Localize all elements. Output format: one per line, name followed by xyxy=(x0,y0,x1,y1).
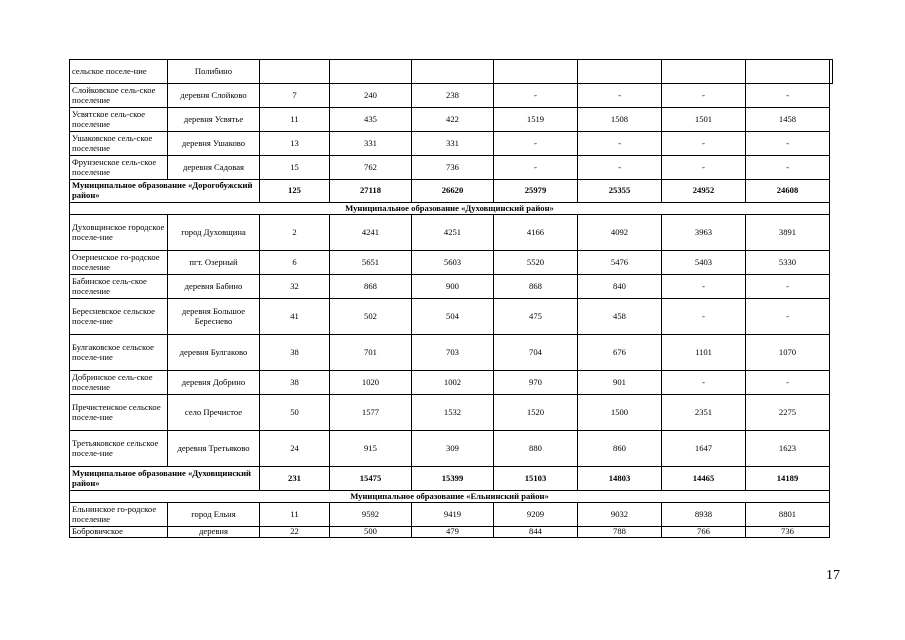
settlement-name-cell: Бересневское сельское поселе-ние xyxy=(70,299,168,335)
value-cell xyxy=(494,60,578,84)
value-cell: 8938 xyxy=(662,503,746,527)
value-cell xyxy=(746,60,830,84)
number-cell: 38 xyxy=(260,371,330,395)
total-number-cell: 231 xyxy=(260,467,330,491)
value-cell: 240 xyxy=(330,84,412,108)
admin-center-cell: деревня Слойково xyxy=(168,84,260,108)
value-cell: 1501 xyxy=(662,108,746,132)
value-cell: 901 xyxy=(578,371,662,395)
admin-center-cell: город Ельня xyxy=(168,503,260,527)
value-cell: 309 xyxy=(412,431,494,467)
value-cell: - xyxy=(746,132,830,156)
settlement-name-cell: Добринское сель-ское поселение xyxy=(70,371,168,395)
table-row xyxy=(70,84,833,108)
section-header-cell: Муниципальное образование «Ельнинский район» xyxy=(70,491,830,503)
admin-center-cell: деревня Усвятье xyxy=(168,108,260,132)
table-row xyxy=(70,527,833,538)
settlement-name-cell: Слойковское сель-ское поселение xyxy=(70,84,168,108)
number-cell: 11 xyxy=(260,503,330,527)
page-number: 17 xyxy=(826,568,840,583)
table-row xyxy=(70,108,833,132)
value-cell xyxy=(330,60,412,84)
settlement-name-cell: Пречистенское сельское поселе-ние xyxy=(70,395,168,431)
number-cell: 15 xyxy=(260,156,330,180)
value-cell: 701 xyxy=(330,335,412,371)
value-cell: 8801 xyxy=(746,503,830,527)
number-cell: 7 xyxy=(260,84,330,108)
admin-center-cell: деревня Добрино xyxy=(168,371,260,395)
number-cell xyxy=(260,60,330,84)
value-cell: 500 xyxy=(330,527,412,538)
settlement-name-cell: Усвятское сель-ское поселение xyxy=(70,108,168,132)
value-cell: 435 xyxy=(330,108,412,132)
settlement-name-cell: Бабинское сель-ское поселение xyxy=(70,275,168,299)
section-header-cell: Муниципальное образование «Духовщинский район» xyxy=(70,203,830,215)
value-cell: 479 xyxy=(412,527,494,538)
value-cell: - xyxy=(578,132,662,156)
admin-center-cell: город Духовщина xyxy=(168,215,260,251)
value-cell: 900 xyxy=(412,275,494,299)
table-row xyxy=(70,503,833,527)
value-cell: 1520 xyxy=(494,395,578,431)
value-cell: - xyxy=(662,299,746,335)
table-row xyxy=(70,275,833,299)
value-cell: 458 xyxy=(578,299,662,335)
population-table xyxy=(69,59,833,538)
settlement-name-cell: сельское поселе-ние xyxy=(70,60,168,84)
total-value-cell: 24608 xyxy=(746,180,830,203)
number-cell: 24 xyxy=(260,431,330,467)
value-cell: 238 xyxy=(412,84,494,108)
total-number-cell: 125 xyxy=(260,180,330,203)
total-value-cell: 24952 xyxy=(662,180,746,203)
total-value-cell: 14803 xyxy=(578,467,662,491)
admin-center-cell: село Пречистое xyxy=(168,395,260,431)
table-row xyxy=(70,395,833,431)
value-cell: 766 xyxy=(662,527,746,538)
value-cell: 704 xyxy=(494,335,578,371)
value-cell: 1002 xyxy=(412,371,494,395)
value-cell: - xyxy=(494,156,578,180)
value-cell: 1101 xyxy=(662,335,746,371)
value-cell: 1647 xyxy=(662,431,746,467)
value-cell: 4241 xyxy=(330,215,412,251)
total-label-cell: Муниципальное образование «Духовщинский район» xyxy=(70,467,260,491)
table-row xyxy=(70,299,833,335)
value-cell: 9032 xyxy=(578,503,662,527)
value-cell: 1577 xyxy=(330,395,412,431)
value-cell: 970 xyxy=(494,371,578,395)
value-cell: 1070 xyxy=(746,335,830,371)
value-cell: - xyxy=(746,156,830,180)
number-cell: 6 xyxy=(260,251,330,275)
value-cell: 868 xyxy=(330,275,412,299)
value-cell: 5520 xyxy=(494,251,578,275)
total-value-cell: 26620 xyxy=(412,180,494,203)
section-header-row xyxy=(70,203,833,215)
admin-center-cell: деревня Ушаково xyxy=(168,132,260,156)
value-cell: 736 xyxy=(412,156,494,180)
total-value-cell: 15399 xyxy=(412,467,494,491)
value-cell: 502 xyxy=(330,299,412,335)
total-value-cell: 15475 xyxy=(330,467,412,491)
admin-center-cell: деревня xyxy=(168,527,260,538)
value-cell: 676 xyxy=(578,335,662,371)
value-cell: - xyxy=(746,84,830,108)
value-cell: 1532 xyxy=(412,395,494,431)
value-cell: - xyxy=(746,275,830,299)
value-cell: 331 xyxy=(330,132,412,156)
value-cell: - xyxy=(662,132,746,156)
value-cell: 5403 xyxy=(662,251,746,275)
table-row xyxy=(70,60,833,84)
value-cell xyxy=(830,60,833,84)
number-cell: 13 xyxy=(260,132,330,156)
settlement-name-cell: Третьяковское сельское поселе-ние xyxy=(70,431,168,467)
value-cell: 9419 xyxy=(412,503,494,527)
settlement-name-cell: Озерненское го-родское поселение xyxy=(70,251,168,275)
value-cell: 4092 xyxy=(578,215,662,251)
table-row xyxy=(70,251,833,275)
table-row xyxy=(70,215,833,251)
settlement-name-cell: Ельнинское го-родское поселение xyxy=(70,503,168,527)
value-cell: 915 xyxy=(330,431,412,467)
admin-center-cell: деревня Садовая xyxy=(168,156,260,180)
value-cell: - xyxy=(662,371,746,395)
settlement-name-cell: Бобровичское xyxy=(70,527,168,538)
value-cell: 9209 xyxy=(494,503,578,527)
admin-center-cell: деревня Булгаково xyxy=(168,335,260,371)
table-row xyxy=(70,156,833,180)
value-cell: - xyxy=(662,84,746,108)
value-cell: 1508 xyxy=(578,108,662,132)
value-cell: 1623 xyxy=(746,431,830,467)
value-cell: - xyxy=(662,275,746,299)
total-value-cell: 25355 xyxy=(578,180,662,203)
admin-center-cell: деревня Бабино xyxy=(168,275,260,299)
value-cell xyxy=(662,60,746,84)
number-cell: 41 xyxy=(260,299,330,335)
settlement-name-cell: Ушаковское сель-ское поселение xyxy=(70,132,168,156)
value-cell: 3963 xyxy=(662,215,746,251)
value-cell: 880 xyxy=(494,431,578,467)
value-cell: 422 xyxy=(412,108,494,132)
value-cell: - xyxy=(494,84,578,108)
value-cell: 762 xyxy=(330,156,412,180)
total-value-cell: 25979 xyxy=(494,180,578,203)
value-cell: 4166 xyxy=(494,215,578,251)
value-cell: 868 xyxy=(494,275,578,299)
value-cell: - xyxy=(746,299,830,335)
value-cell: 4251 xyxy=(412,215,494,251)
value-cell: 2275 xyxy=(746,395,830,431)
admin-center-cell: Полибино xyxy=(168,60,260,84)
settlement-name-cell: Булгаковское сельское поселе-ние xyxy=(70,335,168,371)
value-cell: 1519 xyxy=(494,108,578,132)
value-cell: 331 xyxy=(412,132,494,156)
value-cell: 736 xyxy=(746,527,830,538)
value-cell: 504 xyxy=(412,299,494,335)
table-row xyxy=(70,431,833,467)
value-cell: 9592 xyxy=(330,503,412,527)
value-cell: - xyxy=(494,132,578,156)
number-cell: 32 xyxy=(260,275,330,299)
table-row xyxy=(70,132,833,156)
value-cell: 1500 xyxy=(578,395,662,431)
total-value-cell: 27118 xyxy=(330,180,412,203)
admin-center-cell: деревня Третьяково xyxy=(168,431,260,467)
table-row xyxy=(70,335,833,371)
value-cell: 475 xyxy=(494,299,578,335)
value-cell: - xyxy=(578,84,662,108)
value-cell xyxy=(412,60,494,84)
value-cell: 840 xyxy=(578,275,662,299)
value-cell: 844 xyxy=(494,527,578,538)
value-cell: 703 xyxy=(412,335,494,371)
number-cell: 11 xyxy=(260,108,330,132)
settlement-name-cell: Духовщинское городское поселе-ние xyxy=(70,215,168,251)
value-cell: - xyxy=(578,156,662,180)
total-value-cell: 15103 xyxy=(494,467,578,491)
total-value-cell: 14465 xyxy=(662,467,746,491)
value-cell: 1020 xyxy=(330,371,412,395)
value-cell: 1458 xyxy=(746,108,830,132)
number-cell: 2 xyxy=(260,215,330,251)
table-row xyxy=(70,371,833,395)
value-cell: 5603 xyxy=(412,251,494,275)
total-value-cell: 14189 xyxy=(746,467,830,491)
value-cell: 5476 xyxy=(578,251,662,275)
value-cell: 3891 xyxy=(746,215,830,251)
total-row xyxy=(70,467,833,491)
value-cell: - xyxy=(746,371,830,395)
value-cell: - xyxy=(662,156,746,180)
number-cell: 22 xyxy=(260,527,330,538)
settlement-name-cell: Фрунзенское сель-ское поселение xyxy=(70,156,168,180)
value-cell: 788 xyxy=(578,527,662,538)
value-cell: 5330 xyxy=(746,251,830,275)
value-cell: 5651 xyxy=(330,251,412,275)
value-cell: 860 xyxy=(578,431,662,467)
admin-center-cell: деревня Большое Береснево xyxy=(168,299,260,335)
section-header-row xyxy=(70,491,833,503)
value-cell: 2351 xyxy=(662,395,746,431)
admin-center-cell: пгт. Озерный xyxy=(168,251,260,275)
total-row xyxy=(70,180,833,203)
value-cell xyxy=(578,60,662,84)
number-cell: 38 xyxy=(260,335,330,371)
number-cell: 50 xyxy=(260,395,330,431)
total-label-cell: Муниципальное образование «Дорогобужский район» xyxy=(70,180,260,203)
